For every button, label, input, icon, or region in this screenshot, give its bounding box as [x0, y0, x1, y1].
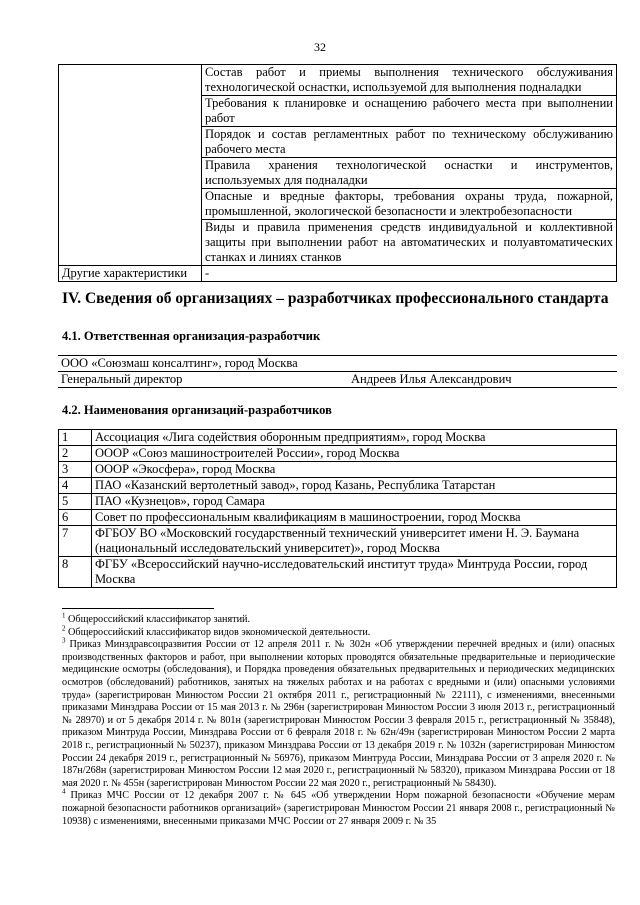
developer-name: ФГБОУ ВО «Московский государственный технический университет имени Н. Э. Баумана (национальный исследовательский университет)», город Москва — [92, 526, 617, 557]
responsible-org-table — [58, 355, 617, 388]
footnote-divider — [62, 608, 214, 609]
skills-table — [58, 64, 617, 282]
developer-number: 7 — [59, 526, 92, 557]
other-characteristics-value: - — [202, 266, 617, 282]
developer-row — [59, 494, 617, 510]
footnote-mark: 3 — [62, 636, 66, 645]
developer-number: 5 — [59, 494, 92, 510]
developer-number: 1 — [59, 430, 92, 446]
footnote-text: Общероссийский классификатор видов экономической деятельности. — [68, 626, 371, 638]
footnote — [62, 636, 616, 790]
other-characteristics-label: Другие характеристики — [59, 266, 202, 282]
developer-name: ОООР «Экосфера», город Москва — [92, 462, 617, 478]
footnote-mark: 1 — [62, 611, 66, 620]
footnote-text: Приказ МЧС России от 12 декабря 2007 г. № 645 «Об утверждении Норм пожарной безопасности «Обучение мерам пожарной безопасности работников организаций» (зарегистрирован Минюстом России 21 января 2008 г., регистрационный № 10938) с изменениями, внесенными приказами МЧС России от 27 января 2009 г. № 35 — [62, 790, 615, 827]
section-title: IV. Сведения об организациях – разработчиках профессионального стандарта — [62, 290, 609, 307]
footnote-text: Приказ Минздравсоцразвития России от 12 апреля 2011 г. № 302н «Об утверждении перечней вредных и (или) опасных производственных факторов и работ, при выполнении которых проводятся обязательные предварительные и периодические медицинские осмотры (обследования), и Порядка проведения обязательных предварительных и периодических медицинских осмотров (обследований) работников, занятых на тяжелых работах и на работах с вредными и (или) опасными условиями труда» (зарегистрирован Минюстом России 21 октября 2011 г., регистрационный № 22111), с изменениями, внесенными приказами Минздрава России от 15 мая 2013 г. № 296н (зарегистрирован Минюстом России 3 июля 2013 г., регистрационный № 28970) и от 5 декабря 2014 г. № 801н (зарегистрирован Минюстом России 3 февраля 2015 г., регистрационный № 35848), приказом Минтруда России, Минздрава России от 6 февраля 2018 г. № 62н/49н (зарегистрирован Минюстом России 2 марта 2018 г., регистрационный № 50237), приказом Минздрава России от 13 декабря 2019 г. № 1032н (зарегистрирован Минюстом России 24 декабря 2019 г., регистрационный № 56976), приказом Минтруда России, Минздрава России от 3 апреля 2020 г. № 187н/268н (зарегистрирован Минюстом России 12 мая 2020 г., регистрационный № 58320), приказом Минздрава России от 18 мая 2020 г. № 455н (зарегистрирован Минюстом России 22 мая 2020 г., регистрационный № 58430). — [62, 639, 616, 789]
skills-row: Правила хранения технологической оснастки и инструментов, используемых для подналадки — [202, 158, 617, 189]
developer-name: Совет по профессиональным квалификациям в машиностроении, город Москва — [92, 510, 617, 526]
developer-name: Ассоциация «Лига содействия оборонным предприятиям», город Москва — [92, 430, 617, 446]
skills-row: Виды и правила применения средств индивидуальной и коллективной защиты при выполнении работ на автоматических и полуавтоматических станках и линиях станков — [202, 220, 617, 266]
responsible-position: Генеральный директор — [61, 372, 183, 386]
developer-name: ФГБУ «Всероссийский научно-исследовательский институт труда» Минтруда России, город Москва — [92, 557, 617, 588]
page-number: 32 — [314, 40, 326, 54]
skills-row: Опасные и вредные факторы, требования охраны труда, пожарной, промышленной, экологической безопасности и электробезопасности — [202, 189, 617, 220]
responsible-person: Андреев Илья Александрович — [351, 372, 512, 386]
developer-row — [59, 462, 617, 478]
skills-row: Порядок и состав регламентных работ по техническому обслуживанию рабочего места — [202, 127, 617, 158]
developer-number: 3 — [59, 462, 92, 478]
footnote — [62, 787, 615, 828]
developer-row — [59, 478, 617, 494]
developer-row — [59, 557, 617, 588]
footnote-text: Общероссийский классификатор занятий. — [68, 614, 251, 625]
developer-number: 8 — [59, 557, 92, 588]
developer-row — [59, 430, 617, 446]
developer-name: ПАО «Казанский вертолетный завод», город Казань, Республика Татарстан — [92, 478, 617, 494]
developer-name: ПАО «Кузнецов», город Самара — [92, 494, 617, 510]
developer-row — [59, 510, 617, 526]
developers-table — [58, 429, 617, 588]
developer-row — [59, 526, 617, 557]
developer-number: 4 — [59, 478, 92, 494]
footnote-mark: 2 — [62, 624, 66, 633]
skills-row: Требования к планировке и оснащению рабочего места при выполнении работ — [202, 96, 617, 127]
footnote-mark: 4 — [62, 787, 66, 796]
skills-label-cell — [59, 65, 202, 266]
subsection-responsible-title: 4.1. Ответственная организация-разработчик — [62, 329, 321, 343]
developer-row — [59, 446, 617, 462]
footnotes — [62, 611, 616, 828]
skills-row: Состав работ и приемы выполнения технического обслуживания технологической оснастки, используемой для выполнения подналадки — [202, 65, 617, 96]
developer-number: 2 — [59, 446, 92, 462]
developer-number: 6 — [59, 510, 92, 526]
footnote — [62, 611, 615, 627]
developer-name: ОООР «Союз машиностроителей России», город Москва — [92, 446, 617, 462]
responsible-signatory-row — [58, 372, 617, 388]
responsible-org-name: ООО «Союзмаш консалтинг», город Москва — [58, 356, 617, 372]
subsection-developers-title: 4.2. Наименования организаций-разработчиков — [62, 403, 332, 417]
footnote — [62, 624, 615, 640]
